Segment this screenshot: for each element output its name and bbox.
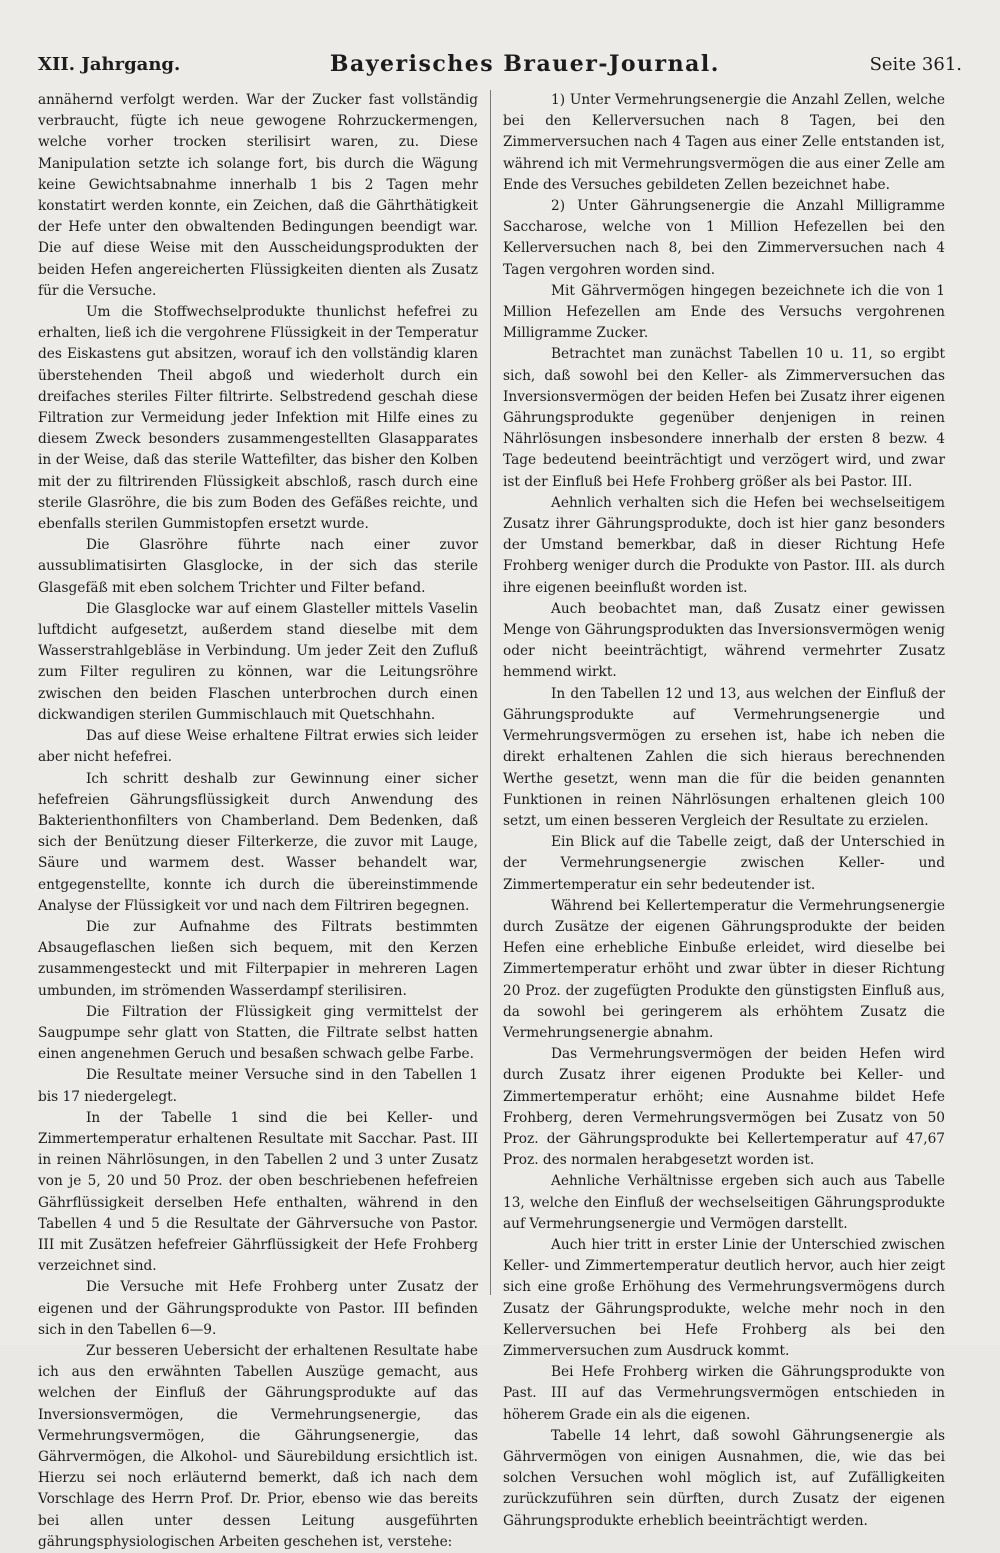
paragraph: Das Vermehrungsvermögen der beiden Hefen wird durch Zusatz ihrer eigenen Produkte bei Keller- und Zimmertemperatur erhöht; eine Ausnahme bildet Hefe Frohberg, deren Vermehrungsvermögen bei Zusatz von 50 Proz. der Gährungsprodukte bei Kellertemperatur auf 47,67 Proz. des normalen herabgesetzt worden ist. (503, 1046, 945, 1169)
column-divider (490, 90, 491, 1295)
paragraph: Die Versuche mit Hefe Frohberg unter Zusatz der eigenen und der Gährungsprodukte von Pastor. III befinden sich in den Tabellen 6—9. (38, 1279, 478, 1338)
paragraph: Bei Hefe Frohberg wirken die Gährungsprodukte von Past. III auf das Vermehrungsvermögen entschieden in höherem Grade ein als die eigenen. (503, 1364, 945, 1423)
paragraph: Mit Gährvermögen hingegen bezeichnete ich die von 1 Million Hefezellen am Ende des Versuchs vergohrenen Milligramme Zucker. (503, 282, 945, 342)
paragraph: Auch beobachtet man, daß Zusatz einer gewissen Menge von Gährungsprodukten das Inversionsvermögen wenig oder nicht beeinträchtigt, während vermehrter Zusatz hemmend wirkt. (503, 600, 945, 681)
paragraph: Tabelle 14 lehrt, daß sowohl Gährungsenergie als Gährvermögen von einigen Ausnahmen, die, wie das bei solchen Versuchen wohl möglich ist, auf Zufälligkeiten zurückzuführen sein dürften, durch Zusatz der eigenen Gährungsprodukte erheblich beeinträchtigt werden. (503, 1427, 945, 1529)
paragraph: In der Tabelle 1 sind die bei Keller- und Zimmertemperatur erhaltenen Resultate mit Sacchar. Past. III in reinen Nährlösungen, in den Tabellen 2 und 3 unter Zusatz von je 5, 20 und 50 Proz. der oben beschriebenen hefefreien Gährflüssigkeit derselben Hefe enthalten, während in den Tabellen 4 und 5 die Resultate der Gährversuche von Pastor. III mit Zusätzen hefefreier Gährflüssigkeit der Hefe Frohberg verzeichnet sind. (38, 1109, 478, 1275)
paragraph: Aehnlich verhalten sich die Hefen bei wechselseitigem Zusatz ihrer Gährungsprodukte, doch ist hier ganz besonders der Umstand bemerkbar, daß in dieser Richtung Hefe Frohberg weniger durch die Produkte von Pastor. III. als durch ihre eigenen beeinflußt worden ist. (503, 494, 945, 596)
paragraph: Ich schritt deshalb zur Gewinnung einer sicher hefefreien Gährungsflüssigkeit durch Anwendung des Bakterienthonfilters von Chamberland. Dem Bedenken, daß sich der Benützung dieser Filterkerze, die zuvor mit Lauge, Säure und warmem dest. Wasser behandelt war, entgegenstellte, konnte ich durch die übereinstimmende Analyse der Flüssigkeit vor und nach dem Filtriren begegnen. (38, 770, 478, 914)
paragraph: Die Glasröhre führte nach einer zuvor aussublimatisirten Glasglocke, in der sich das sterile Glasgefäß mit eben solchem Trichter und Filter befand. (38, 537, 478, 596)
page-number: Seite 361. (869, 53, 962, 75)
paragraph: Die Filtration der Flüssigkeit ging vermittelst der Saugpumpe sehr glatt von Statten, die Filtrate selbst hatten einen angenehmen Geruch und besaßen schwach gelbe Farbe. (38, 1003, 478, 1063)
paragraph: 1) Unter Vermehrungsenergie die Anzahl Zellen, welche bei den Kellerversuchen nach 8 Tagen, bei den Zimmerversuchen nach 4 Tagen aus einer Zelle entstanden ist, während ich mit Vermehrungsvermögen die aus einer Zelle am Ende des Versuches gebildeten Zellen bezeichnet habe. (503, 92, 945, 193)
page-header (38, 46, 962, 82)
paragraph: Die Glasglocke war auf einem Glasteller mittels Vaselin luftdicht aufgesetzt, außerdem stand dieselbe mit dem Wasserstrahlgebläse in Verbindung. Um jeder Zeit den Zufluß zum Filter reguliren zu können, war die Leitungsröhre zwischen den beiden Flaschen unterbrochen durch einen dickwandigen sterilen Gummischlauch mit Quetschhahn. (38, 600, 478, 723)
right-column (503, 90, 945, 1532)
paragraph: Das auf diese Weise erhaltene Filtrat erwies sich leider aber nicht hefefrei. (38, 728, 478, 766)
paragraph: Während bei Kellertemperatur die Vermehrungsenergie durch Zusätze der eigenen Gährungsprodukte der beiden Hefen eine erhebliche Einbuße erleidet, wird dieselbe bei Zimmertemperatur erhöht und zwar übter in dieser Richtung 20 Proz. der zugefügten Produkte den günstigsten Einfluß aus, da sowohl bei geringerem als erhöhtem Zusatz die Vermehrungsenergie abnahm. (503, 897, 945, 1041)
paragraph: 2) Unter Gährungsenergie die Anzahl Milligramme Saccharose, welche von 1 Million Hefezellen bei den Kellerversuchen nach 8, bei den Zimmerversuchen nach 4 Tagen vergohren worden sind. (503, 198, 945, 278)
paragraph: Zur besseren Uebersicht der erhaltenen Resultate habe ich aus den erwähnten Tabellen Auszüge gemacht, aus welchen der Einfluß der Gährungsprodukte auf das Inversionsvermögen, die Vermehrungsenergie, das Vermehrungsvermögen, die Gährungsenergie, das Gährvermögen, die Alkohol- und Säurebildung ersichtlich ist. Hierzu sei noch erläuternd bemerkt, daß ich nach dem Vorschlage des Herrn Prof. Dr. Prior, ebenso wie das bereits bei allen unter dessen Leitung ausgeführten gährungsphysiologischen Arbeiten geschehen ist, verstehe: (38, 1342, 478, 1550)
paragraph: Die Resultate meiner Versuche sind in den Tabellen 1 bis 17 niedergelegt. (38, 1067, 478, 1105)
paragraph: annähernd verfolgt werden. War der Zucker fast vollständig verbraucht, fügte ich neue gewogene Rohrzuckermengen, welche vorher trocken sterilisirt waren, zu. Diese Manipulation setzte ich solange fort, bis durch die Wägung keine Gewichtsabnahme innerhalb 1 bis 2 Tagen mehr konstatirt werden konnte, ein Zeichen, daß die Gährthätigkeit der Hefe unter den obwaltenden Bedingungen beendigt war. Die auf diese Weise mit den Ausscheidungsprodukten der beiden Hefen angereicherten Flüssigkeiten dienten als Zusatz für die Versuche. (38, 92, 478, 299)
journal-title: Bayerisches Brauer-Journal. (329, 51, 720, 77)
paragraph: In den Tabellen 12 und 13, aus welchen der Einfluß der Gährungsprodukte auf Vermehrungsenergie und Vermehrungsvermögen zu ersehen ist, habe ich neben die direkt erhaltenen Zahlen die sich hieraus berechnenden Werthe gesetzt, wenn man die für die beiden genannten Funktionen in reinen Nährlösungen erhaltenen gleich 100 setzt, um einen besseren Vergleich der Resultate zu erzielen. (503, 685, 945, 829)
paragraph: Auch hier tritt in erster Linie der Unterschied zwischen Keller- und Zimmertemperatur deutlich hervor, auch hier zeigt sich eine große Erhöhung des Vermehrungsvermögens durch Zusatz der Gährungsprodukte, welche mehr noch in den Kellerversuchen bei Hefe Frohberg als bei den Zimmerversuchen zum Ausdruck kommt. (503, 1236, 945, 1359)
paragraph: Die zur Aufnahme des Filtrats bestimmten Absaugeflaschen ließen sich bequem, mit den Kerzen zusammengesteckt und mit Filterpapier in mehreren Lagen umbunden, im strömenden Wasserdampf sterilisiren. (38, 918, 478, 999)
paragraph: Um die Stoffwechselprodukte thunlichst hefefrei zu erhalten, ließ ich die vergohrene Flüssigkeit in der Temperatur des Eiskastens gut absitzen, worauf ich den vollständig klaren überstehenden Theil abgoß und wiederholt durch ein dreifaches steriles Filter filtrirte. Selbstredend geschah diese Filtration zur Vermeidung jeder Infektion mit Hilfe eines zu diesem Zweck besonders zusammengestellten Glasapparates in der Weise, daß das sterile Wattefilter, das bisher den Kolben mit der zu filtrirenden Flüssigkeit abschloß, rasch durch eine sterile Glasröhre, die bis zum Boden des Gefäßes reichte, und ebenfalls sterilen Gummistopfen ersetzt wurde. (38, 304, 478, 533)
left-column (38, 90, 478, 1553)
volume-label: XII. Jahrgang. (38, 53, 181, 75)
paragraph: Ein Blick auf die Tabelle zeigt, daß der Unterschied in der Vermehrungsenergie zwischen Keller- und Zimmertemperatur ein sehr bedeutender ist. (503, 834, 945, 893)
paragraph: Aehnliche Verhältnisse ergeben sich auch aus Tabelle 13, welche den Einfluß der wechselseitigen Gährungsprodukte auf Vermehrungsenergie und Vermögen darstellt. (503, 1173, 945, 1232)
paragraph: Betrachtet man zunächst Tabellen 10 u. 11, so ergibt sich, daß sowohl bei den Keller- als Zimmerversuchen das Inversionsvermögen der beiden Hefen bei Zusatz ihrer eigenen Gährungsprodukte gegenüber denjenigen in reinen Nährlösungen insbesondere innerhalb der ersten 8 bezw. 4 Tage bedeutend beeinträchtigt und verzögert wird, und zwar ist der Einfluß bei Hefe Frohberg größer als bei Pastor. III. (503, 346, 945, 490)
